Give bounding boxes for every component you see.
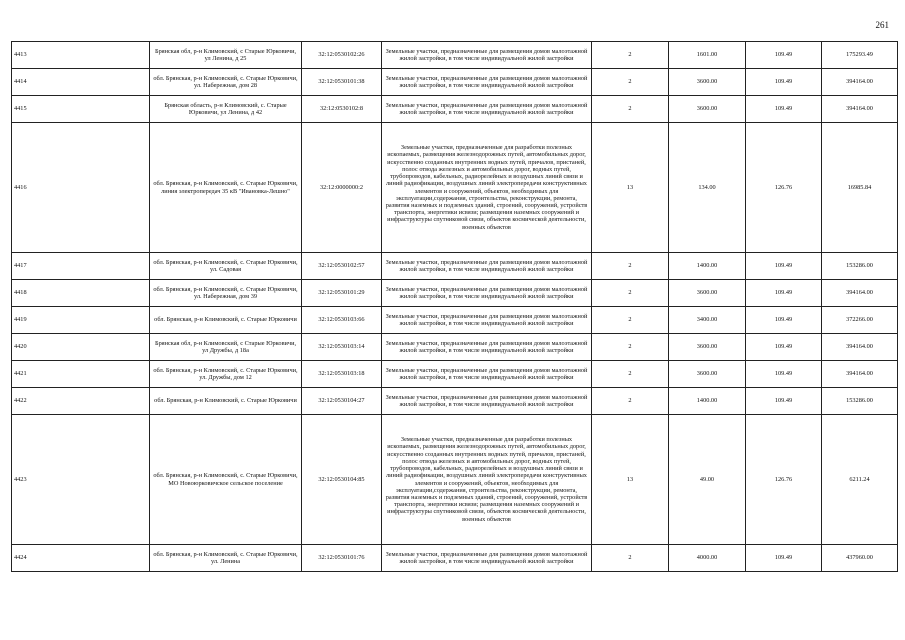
area-cell: 3400.00 xyxy=(669,307,746,334)
specific-value-cell: 109.49 xyxy=(746,253,822,280)
group-code-cell: 2 xyxy=(592,42,669,69)
specific-value-cell: 109.49 xyxy=(746,42,822,69)
address-cell: обл. Брянская, р-н Климовский, с. Старые Юрковичи, ул. Набережная, дом 28 xyxy=(150,69,302,96)
plot-number-cell: 4424 xyxy=(12,545,150,572)
table-row xyxy=(12,361,898,388)
area-cell: 3600.00 xyxy=(669,69,746,96)
plot-number-cell: 4416 xyxy=(12,123,150,253)
plot-number-cell: 4414 xyxy=(12,69,150,96)
area-cell: 49.00 xyxy=(669,415,746,545)
cadastral-number-cell: 32:12:0530101:29 xyxy=(302,280,382,307)
address-cell: Брянская обл, р-н Климовский, с Старые Юрковичи, ул Дружбы, д 18а xyxy=(150,334,302,361)
plot-number-cell: 4415 xyxy=(12,96,150,123)
group-code-cell: 2 xyxy=(592,96,669,123)
area-cell: 3600.00 xyxy=(669,361,746,388)
permitted-use-cell: Земельные участки, предназначенные для размещения домов малоэтажной жилой застройки, в том числе индивидуальной жилой застройки xyxy=(382,42,592,69)
specific-value-cell: 109.49 xyxy=(746,69,822,96)
address-cell: обл. Брянская, р-н Климовский, с. Старые Юрковичи xyxy=(150,307,302,334)
cadastral-number-cell: 32:12:0530103:66 xyxy=(302,307,382,334)
address-cell: Брянская область, р-н Климовский, с. Старые Юрковичи, ул Ленина, д 42 xyxy=(150,96,302,123)
permitted-use-cell: Земельные участки, предназначенные для размещения домов малоэтажной жилой застройки, в том числе индивидуальной жилой застройки xyxy=(382,253,592,280)
cadastral-value-cell: 153286.00 xyxy=(822,253,898,280)
address-cell: обл. Брянская, р-н Климовский, с. Старые Юрковичи, МО Новоюрковичское сельское поселение xyxy=(150,415,302,545)
permitted-use-cell: Земельные участки, предназначенные для размещения домов малоэтажной жилой застройки, в том числе индивидуальной жилой застройки xyxy=(382,69,592,96)
area-cell: 1601.00 xyxy=(669,42,746,69)
plot-number-cell: 4418 xyxy=(12,280,150,307)
address-cell: обл. Брянская, р-н Климовский, с. Старые Юрковичи, ул. Дружбы, дом 12 xyxy=(150,361,302,388)
group-code-cell: 2 xyxy=(592,361,669,388)
specific-value-cell: 109.49 xyxy=(746,334,822,361)
plot-number-cell: 4422 xyxy=(12,388,150,415)
registry-body xyxy=(12,42,898,572)
permitted-use-cell: Земельные участки, предназначенные для размещения домов малоэтажной жилой застройки, в том числе индивидуальной жилой застройки xyxy=(382,388,592,415)
permitted-use-cell: Земельные участки, предназначенные для размещения домов малоэтажной жилой застройки, в том числе индивидуальной жилой застройки xyxy=(382,280,592,307)
area-cell: 134.00 xyxy=(669,123,746,253)
table-row xyxy=(12,545,898,572)
cadastral-number-cell: 32:12:0530103:14 xyxy=(302,334,382,361)
group-code-cell: 13 xyxy=(592,123,669,253)
permitted-use-cell: Земельные участки, предназначенные для размещения домов малоэтажной жилой застройки, в том числе индивидуальной жилой застройки xyxy=(382,307,592,334)
plot-number-cell: 4413 xyxy=(12,42,150,69)
cadastral-value-cell: 175293.49 xyxy=(822,42,898,69)
area-cell: 3600.00 xyxy=(669,334,746,361)
table-row xyxy=(12,280,898,307)
group-code-cell: 13 xyxy=(592,415,669,545)
page-number: 261 xyxy=(875,20,889,30)
specific-value-cell: 109.49 xyxy=(746,545,822,572)
area-cell: 3600.00 xyxy=(669,280,746,307)
table-row xyxy=(12,253,898,280)
group-code-cell: 2 xyxy=(592,69,669,96)
cadastral-value-cell: 437960.00 xyxy=(822,545,898,572)
cadastral-number-cell: 32:12:0530104:85 xyxy=(302,415,382,545)
address-cell: обл. Брянская, р-н Климовский, с. Старые Юрковичи xyxy=(150,388,302,415)
cadastral-number-cell: 32:12:0000000:2 xyxy=(302,123,382,253)
specific-value-cell: 109.49 xyxy=(746,96,822,123)
cadastral-number-cell: 32:12:0530102:8 xyxy=(302,96,382,123)
permitted-use-cell: Земельные участки, предназначенные для разработки полезных ископаемых, размещения железнодорожных путей, автомобильных дорог, искусственно созданных внутренних водных путей, причалов, пристаней, полос отвода железных и автомобильных дорог, водных путей, трубопроводов, кабельных, радиорелейных и воздушных линий связи и линий радиофикации, воздушных линий электропередачи конструктивных элементов и сооружений, объектов, необходимых для эксплуатации,содержания, строительства, реконструкции, ремонта, развития наземных и подземных зданий, строений, сооружений, устройств транспорта, энергетики исвязи; размещения наземных сооружений и инфраструктуры спутниковой связи, объектов космической деятельности, военных объектов xyxy=(382,123,592,253)
plot-number-cell: 4423 xyxy=(12,415,150,545)
address-cell: обл. Брянская, р-н Климовский, с. Старые Юрковичи, ул. Набережная, дом 39 xyxy=(150,280,302,307)
cadastral-value-cell: 394164.00 xyxy=(822,361,898,388)
plot-number-cell: 4420 xyxy=(12,334,150,361)
cadastral-value-cell: 153286.00 xyxy=(822,388,898,415)
cadastral-number-cell: 32:12:0530104:27 xyxy=(302,388,382,415)
cadastral-value-cell: 372266.00 xyxy=(822,307,898,334)
plot-number-cell: 4419 xyxy=(12,307,150,334)
cadastral-number-cell: 32:12:0530102:57 xyxy=(302,253,382,280)
table-row xyxy=(12,415,898,545)
cadastral-value-cell: 16985.84 xyxy=(822,123,898,253)
group-code-cell: 2 xyxy=(592,253,669,280)
land-registry-table xyxy=(11,41,898,572)
permitted-use-cell: Земельные участки, предназначенные для размещения домов малоэтажной жилой застройки, в том числе индивидуальной жилой застройки xyxy=(382,96,592,123)
cadastral-value-cell: 394164.00 xyxy=(822,334,898,361)
cadastral-value-cell: 394164.00 xyxy=(822,69,898,96)
address-cell: обл. Брянская, р-н Климовский, с. Старые Юрковичи, линия электропередач 35 кВ "Ивановка-Лешно" xyxy=(150,123,302,253)
group-code-cell: 2 xyxy=(592,388,669,415)
group-code-cell: 2 xyxy=(592,307,669,334)
address-cell: обл. Брянская, р-н Климовский, с. Старые Юрковичи, ул. Садовая xyxy=(150,253,302,280)
cadastral-value-cell: 394164.00 xyxy=(822,96,898,123)
address-cell: обл. Брянская, р-н Климовский, с. Старые Юрковичи, ул. Ленина xyxy=(150,545,302,572)
table-row xyxy=(12,388,898,415)
area-cell: 1400.00 xyxy=(669,253,746,280)
group-code-cell: 2 xyxy=(592,280,669,307)
specific-value-cell: 126.76 xyxy=(746,415,822,545)
group-code-cell: 2 xyxy=(592,334,669,361)
table-row xyxy=(12,334,898,361)
permitted-use-cell: Земельные участки, предназначенные для размещения домов малоэтажной жилой застройки, в том числе индивидуальной жилой застройки xyxy=(382,334,592,361)
cadastral-value-cell: 394164.00 xyxy=(822,280,898,307)
plot-number-cell: 4417 xyxy=(12,253,150,280)
specific-value-cell: 126.76 xyxy=(746,123,822,253)
permitted-use-cell: Земельные участки, предназначенные для разработки полезных ископаемых, размещения железнодорожных путей, автомобильных дорог, искусственно созданных внутренних водных путей, причалов, пристаней, полос отвода железных и автомобильных дорог, водных путей, трубопроводов, кабельных, радиорелейных и воздушных линий связи и линий радиофикации, воздушных линий электропередачи конструктивных элементов и сооружений, объектов, необходимых для эксплуатации,содержания, строительства, реконструкции, ремонта, развития наземных и подземных зданий, строений, сооружений, устройств транспорта, энергетики исвязи; размещения наземных сооружений и инфраструктуры спутниковой связи, объектов космической деятельности, военных объектов xyxy=(382,415,592,545)
specific-value-cell: 109.49 xyxy=(746,388,822,415)
table-row xyxy=(12,96,898,123)
cadastral-number-cell: 32:12:0530103:18 xyxy=(302,361,382,388)
specific-value-cell: 109.49 xyxy=(746,361,822,388)
cadastral-value-cell: 6211.24 xyxy=(822,415,898,545)
area-cell: 4000.00 xyxy=(669,545,746,572)
area-cell: 1400.00 xyxy=(669,388,746,415)
permitted-use-cell: Земельные участки, предназначенные для размещения домов малоэтажной жилой застройки, в том числе индивидуальной жилой застройки xyxy=(382,545,592,572)
table-row xyxy=(12,69,898,96)
plot-number-cell: 4421 xyxy=(12,361,150,388)
cadastral-number-cell: 32:12:0530101:76 xyxy=(302,545,382,572)
address-cell: Брянская обл, р-н Климовский, с Старые Юрковичи, ул Ленина, д 25 xyxy=(150,42,302,69)
group-code-cell: 2 xyxy=(592,545,669,572)
cadastral-number-cell: 32:12:0530101:38 xyxy=(302,69,382,96)
specific-value-cell: 109.49 xyxy=(746,280,822,307)
table-row xyxy=(12,307,898,334)
cadastral-number-cell: 32:12:0530102:26 xyxy=(302,42,382,69)
table-row xyxy=(12,42,898,69)
permitted-use-cell: Земельные участки, предназначенные для размещения домов малоэтажной жилой застройки, в том числе индивидуальной жилой застройки xyxy=(382,361,592,388)
area-cell: 3600.00 xyxy=(669,96,746,123)
table-row xyxy=(12,123,898,253)
specific-value-cell: 109.49 xyxy=(746,307,822,334)
